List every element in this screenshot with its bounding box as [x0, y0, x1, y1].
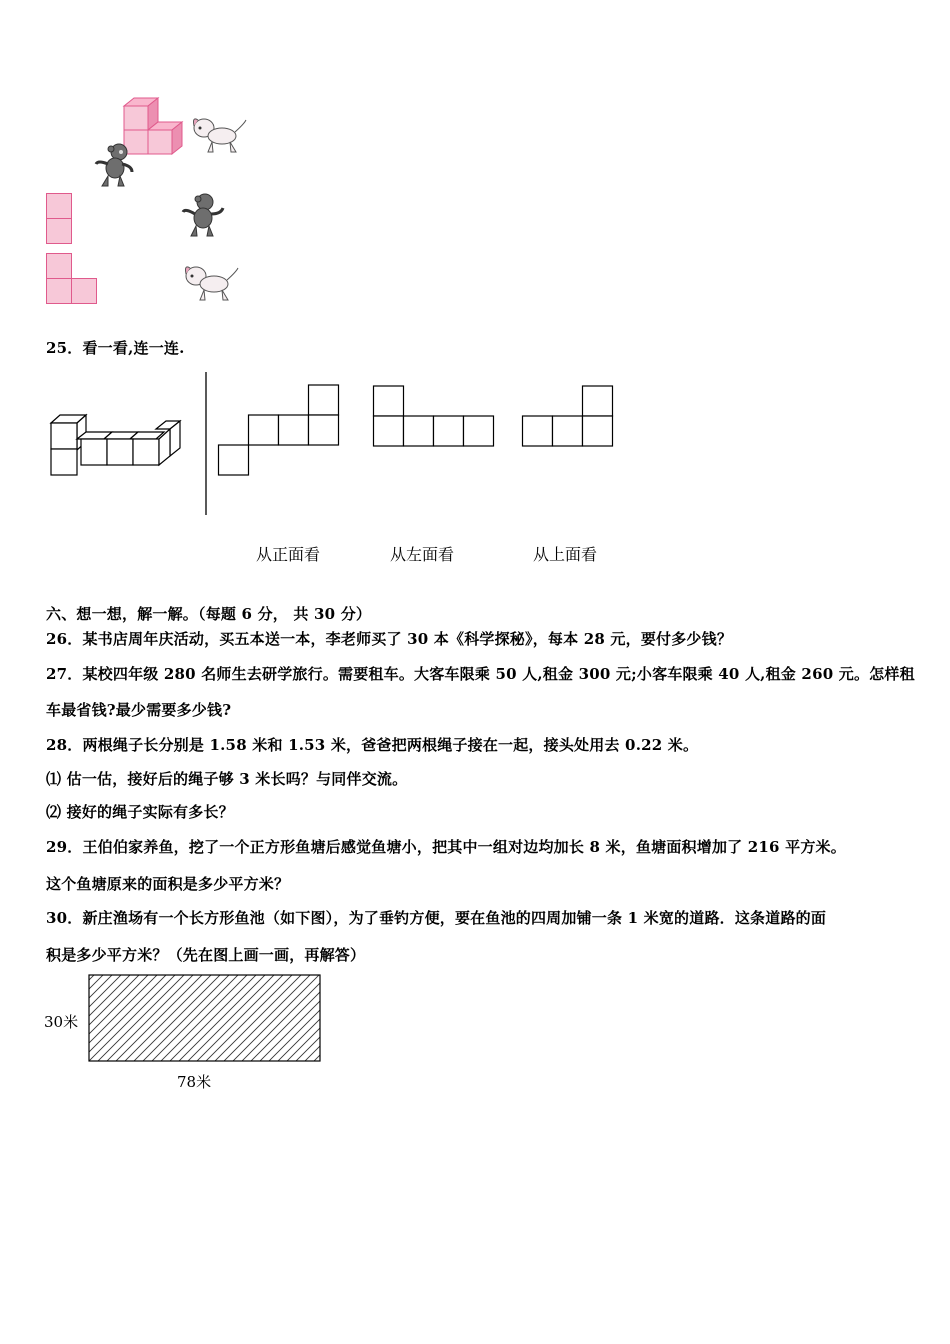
hatch-line	[268, 974, 356, 1062]
hatch-line	[79, 974, 167, 1062]
question-30-line-2: 积是多少平方米？（先在图上画一画，再解答）	[46, 946, 366, 964]
question-28: 28．两根绳子长分别是 1.58 米和 1.53 米，爸爸把两根绳子接在一起，接头处用去 0.22 米。	[46, 736, 699, 754]
left-view-label: 从左面看	[390, 545, 455, 564]
view-vertical-two-squares	[46, 193, 72, 244]
hatch-line	[277, 974, 365, 1062]
fish-pond-rectangle	[88, 974, 321, 1062]
hatch-line	[142, 974, 230, 1062]
hatch-line	[313, 974, 401, 1062]
hatch-line	[250, 974, 338, 1062]
section-6-heading: 六、想一想，解一解。（每题 6 分， 共 30 分）	[46, 605, 372, 623]
hatch-line	[241, 974, 329, 1062]
pond-height-label: 30米	[44, 1013, 79, 1031]
hatch-line	[106, 974, 194, 1062]
hatch-line	[133, 974, 221, 1062]
front-view-label: 从正面看	[256, 545, 321, 564]
question-29-line-2: 这个鱼塘原来的面积是多少平方米？	[46, 875, 290, 893]
hatch-line	[124, 974, 212, 1062]
hatch-line	[151, 974, 239, 1062]
hatch-line	[259, 974, 347, 1062]
hatch-line	[304, 974, 392, 1062]
dog-icon	[182, 262, 240, 304]
hatch-line	[187, 974, 275, 1062]
question-27-line-1: 27．某校四年级 280 名师生去研学旅行。需要租车。大客车限乘 50 人,租金 300 元;小客车限乘 40 人,租金 260 元。怎样租	[46, 665, 915, 683]
cube-arrangement-3d	[48, 412, 184, 478]
top-view-label: 从上面看	[533, 545, 598, 564]
question-25-title: 25．看一看,连一连.	[46, 339, 185, 357]
hatch-line	[232, 974, 320, 1062]
hatch-line	[295, 974, 383, 1062]
hatch-line	[205, 974, 293, 1062]
dog-icon	[190, 114, 248, 156]
hatch-line	[115, 974, 203, 1062]
question-27-line-2: 车最省钱?最少需要多少钱?	[46, 701, 232, 719]
hatch-line	[160, 974, 248, 1062]
pond-width-label: 78米	[177, 1073, 212, 1091]
hatch-line	[223, 974, 311, 1062]
divider-line	[204, 372, 208, 516]
hatch-line	[214, 974, 302, 1062]
view-shape-staircase	[218, 384, 340, 476]
view-l-shape-three-squares	[46, 253, 98, 304]
hatch-line	[169, 974, 257, 1062]
question-30-line-1: 30．新庄渔场有一个长方形鱼池（如下图），为了垂钓方便，要在鱼池的四周加铺一条 1 米宽的道路．这条道路的面	[46, 909, 827, 927]
hatch-line	[286, 974, 374, 1062]
question-28-sub-1: ⑴ 估一估，接好后的绳子够 3 米长吗？与同伴交流。	[46, 770, 408, 788]
monkey-icon	[92, 142, 136, 188]
hatch-line	[88, 974, 176, 1062]
hatch-line	[97, 974, 185, 1062]
hatch-line	[178, 974, 266, 1062]
question-29-line-1: 29．王伯伯家养鱼，挖了一个正方形鱼塘后感觉鱼塘小，把其中一组对边均加长 8 米，鱼塘面积增加了 216 平方米。	[46, 838, 846, 856]
hatch-line	[70, 974, 158, 1062]
monkey-icon	[181, 192, 225, 238]
hatch-line	[196, 974, 284, 1062]
view-shape-row-left-up	[373, 385, 495, 447]
view-shape-row-right-up	[522, 385, 614, 447]
question-26: 26．某书店周年庆活动，买五本送一本，李老师买了 30 本《科学探秘》，每本 28 元，要付多少钱？	[46, 630, 733, 648]
question-28-sub-2: ⑵ 接好的绳子实际有多长？	[46, 803, 234, 821]
hatch-line	[322, 974, 410, 1062]
